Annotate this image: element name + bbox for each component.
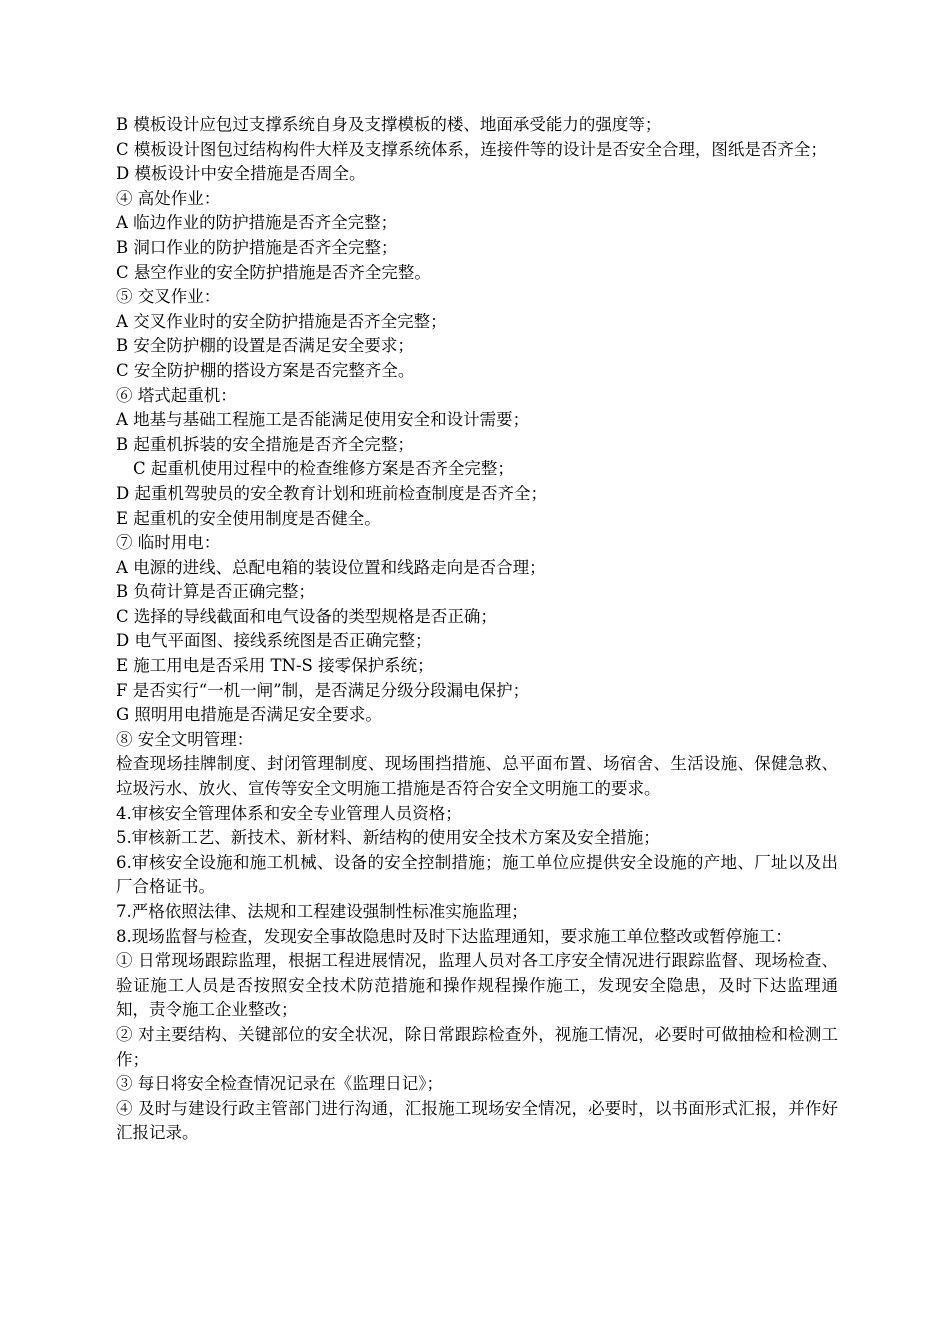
section-heading: ④ 高处作业： (116, 188, 221, 208)
text-line: D 模板设计中安全措施是否周全。 (116, 164, 366, 184)
numbered-item: 5.审核新工艺、新技术、新材料、新结构的使用安全技术方案及安全措施； (116, 828, 660, 848)
text-line: B 安全防护棚的设置是否满足安全要求； (116, 336, 414, 356)
text-line: D 起重机驾驶员的安全教育计划和班前检查制度是否齐全； (116, 483, 547, 503)
paragraph: 检查现场挂牌制度、封闭管理制度、现场围挡措施、总平面布置、场宿舍、生活设施、保健急救、垃圾污水、放火、宣传等安全文明施工措施是否符合安全文明施工的要求。 (116, 754, 838, 799)
sub-item: ③ 每日将安全检查情况记录在《监理日记》； (116, 1074, 443, 1094)
text-line: F 是否实行“一机一闸”制，是否满足分级分段漏电保护； (116, 680, 530, 700)
text-line: A 交叉作业时的安全防护措施是否齐全完整； (116, 311, 447, 331)
text-line: B 起重机拆装的安全措施是否齐全完整； (116, 434, 414, 454)
numbered-item: 6.审核安全设施和施工机械、设备的安全控制措施；施工单位应提供安全设施的产地、厂址以及出厂合格证书。 (116, 852, 838, 897)
text-line: B 负荷计算是否正确完整； (116, 582, 315, 602)
text-line: E 施工用电是否采用 TN-S 接零保护系统； (116, 656, 434, 676)
numbered-item: 7.严格依照法律、法规和工程建设强制性标准实施监理； (116, 902, 528, 921)
text-line: A 电源的进线、总配电箱的装设位置和线路走向是否合理； (116, 557, 546, 577)
section-heading: ⑤ 交叉作业： (116, 287, 221, 307)
text-line: A 地基与基础工程施工是否能满足使用安全和设计需要； (116, 410, 530, 430)
text-line: C 悬空作业的安全防护措施是否齐全完整。 (116, 262, 431, 282)
text-line: B 洞口作业的防护措施是否齐全完整； (116, 237, 398, 257)
text-line: C 选择的导线截面和电气设备的类型规格是否正确； (116, 606, 497, 626)
text-line: C 模板设计图包过结构构件大样及支撑系统体系，连接件等的设计是否安全合理，图纸是否齐全； (116, 139, 827, 159)
sub-item: ④ 及时与建设行政主管部门进行沟通，汇报施工现场安全情况，必要时，以书面形式汇报，并作好汇报记录。 (116, 1098, 838, 1143)
text-line: D 电气平面图、接线系统图是否正确完整； (116, 631, 432, 651)
sub-item: ① 日常现场跟踪监理，根据工程进展情况，监理人员对各工序安全情况进行跟踪监督、现场检查、验证施工人员是否按照安全技术防范措施和操作规程操作施工，发现安全隐患，及时下达监理通知，责令施工企业整改； (116, 951, 838, 1020)
section-heading: ⑦ 临时用电： (116, 533, 221, 553)
text-line: B 模板设计应包过支撑系统自身及支撑模板的楼、地面承受能力的强度等； (116, 115, 662, 134)
text-line: G 照明用电措施是否满足安全要求。 (116, 705, 382, 725)
text-line: C 安全防护棚的搭设方案是否完整齐全。 (116, 360, 415, 380)
text-line: C 起重机使用过程中的检查维修方案是否齐全完整； (133, 459, 514, 479)
text-line: A 临边作业的防护措施是否齐全完整； (116, 213, 398, 233)
text-line: E 起重机的安全使用制度是否健全。 (116, 508, 381, 528)
numbered-item: 8.现场监督与检查，发现安全事故隐患时及时下达监理通知，要求施工单位整改或暂停施工： (116, 926, 792, 946)
numbered-item: 4.审核安全管理体系和安全专业管理人员资格； (116, 803, 462, 823)
section-heading: ⑥ 塔式起重机： (116, 385, 237, 405)
document-body (116, 113, 838, 1146)
sub-item: ② 对主要结构、关键部位的安全状况，除日常跟踪检查外，视施工情况，必要时可做抽检和检测工作； (116, 1024, 838, 1069)
section-heading: ⑧ 安全文明管理： (116, 729, 254, 749)
